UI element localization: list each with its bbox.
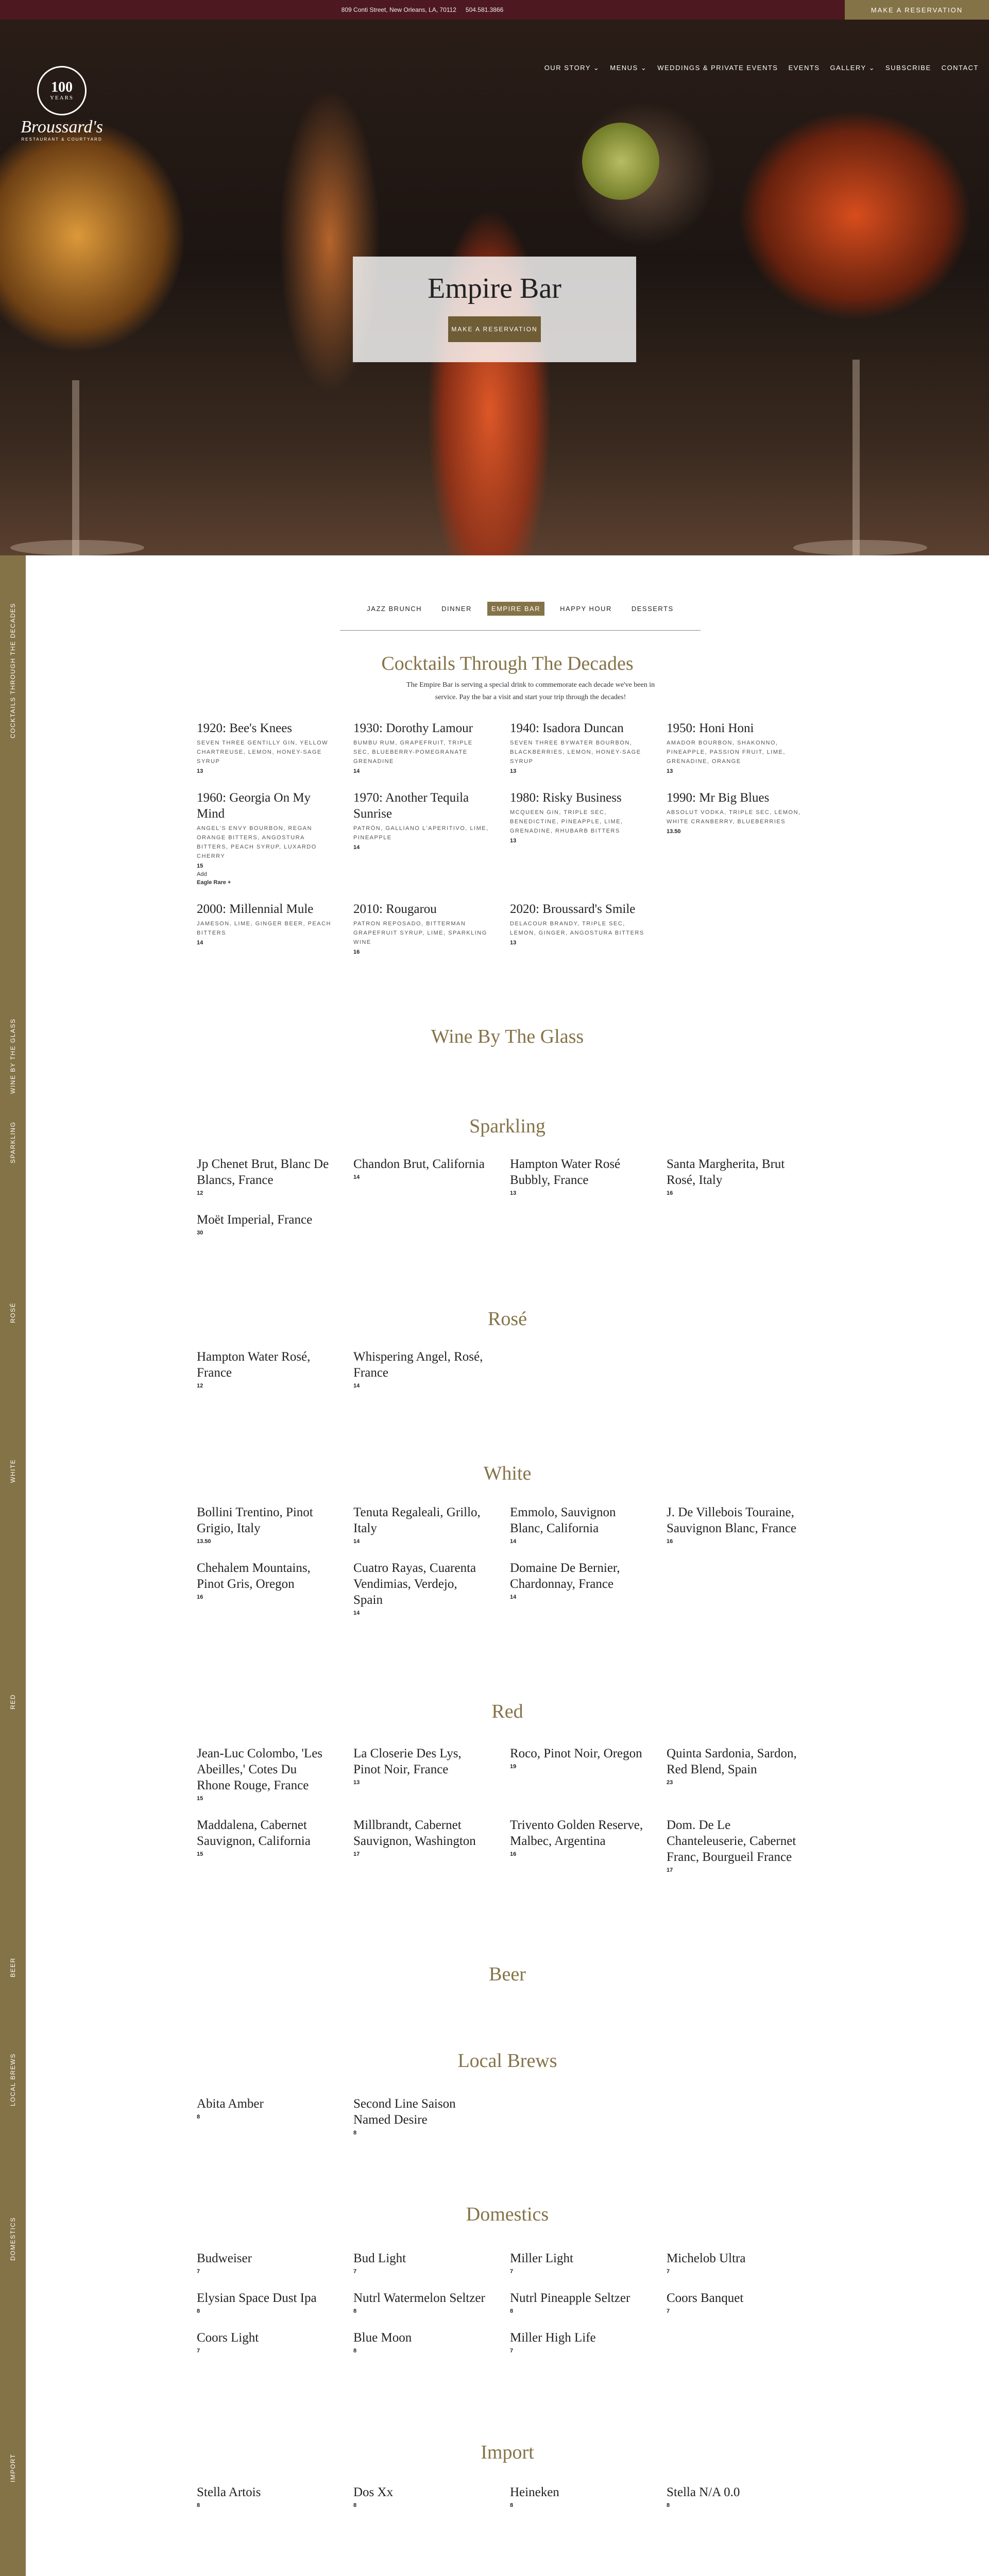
menu-item: Millbrandt, Cabernet Sauvignon, Washington 17 (353, 1818, 476, 1857)
menu-item: Chandon Brut, California 14 (353, 1157, 485, 1180)
tab-empire-bar[interactable]: EMPIRE BAR (487, 602, 544, 616)
menu-item: 1980: Risky Business MCQUEEN GIN, TRIPLE SEC, BENEDICTINE, PINEAPPLE, LIME, GRENADINE, RHUBARB BITTERS 13 (510, 791, 623, 844)
menu-item: Domaine De Bernier, Chardonnay, France 14 (510, 1561, 620, 1600)
sparkling-list (197, 1156, 823, 1251)
menu-item: 1970: Another Tequila Sunrise PATRÓN, GALLIANO L'APERITIVO, LIME, PINEAPPLE 14 (353, 791, 489, 851)
menu-item: Tenuta Regaleali, Grillo, Italy 14 (353, 1505, 481, 1545)
menu-item: Santa Margherita, Brut Rosé, Italy 16 (667, 1157, 785, 1196)
rose-list (197, 1349, 823, 1404)
menu-item: Maddalena, Cabernet Sauvignon, California 15 (197, 1818, 311, 1857)
menu-item: Blue Moon 8 (353, 2331, 412, 2354)
nav-contact[interactable]: CONTACT (941, 64, 979, 72)
menu-item: Moët Imperial, France 30 (197, 1213, 313, 1236)
menu-item: La Closerie Des Lys, Pinot Noir, France 13 (353, 1747, 462, 1786)
menu-item: J. De Villebois Touraine, Sauvignon Blanc, France 16 (667, 1505, 797, 1545)
top-bar (0, 0, 989, 20)
glass-base-image (793, 540, 927, 555)
wine-title: Wine By The Glass (431, 1026, 584, 1047)
menu-item: Dos Xx 8 (353, 2485, 394, 2509)
glass-base-image (10, 540, 144, 555)
import-list (197, 2484, 823, 2524)
menu-item: 1950: Honi Honi AMADOR BOURBON, SHAKONNO, PINEAPPLE, PASSION FRUIT, LIME, GRENADINE, ORANGE 13 (667, 721, 786, 774)
menu-item: 1960: Georgia On My Mind ANGEL'S ENVY BOURBON, REGAN ORANGE BITTERS, ANGOSTURA BITTERS, PEACH SYRUP, LUXARDO CHERRY 15 Add Eagle Rare + (197, 791, 317, 886)
sparkling-title: Sparkling (469, 1115, 545, 1137)
logo-years: YEARS (49, 95, 74, 101)
tab-jazz-brunch[interactable]: JAZZ BRUNCH (367, 605, 422, 613)
menu-item: Bollini Trentino, Pinot Grigio, Italy 13.50 (197, 1505, 313, 1545)
section-rail: COCKTAILS THROUGH THE DECADES WINE BY THE GLASS SPARKLING ROSÉ WHITE RED BEER LOCAL BREWS DOMESTICS IMPORT (0, 555, 26, 2576)
rose-title: Rosé (488, 1308, 527, 1330)
logo-name: Broussard's (21, 117, 103, 137)
menu-item: Coors Light 7 (197, 2331, 259, 2354)
menu-tabs (340, 602, 701, 631)
menu-item: 1940: Isadora Duncan SEVEN THREE BYWATER BOURBON, BLACKBERRIES, LEMON, HONEY-SAGE SYRUP 13 (510, 721, 641, 774)
menu-item: Hampton Water Rosé Bubbly, France 13 (510, 1157, 621, 1196)
nav-events[interactable]: EVENTS (788, 64, 820, 72)
menu-item: Quinta Sardonia, Sardon, Red Blend, Spain 23 (667, 1747, 797, 1786)
menu-item: Jean-Luc Colombo, 'Les Abeilles,' Cotes Du Rhone Rouge, France 15 (197, 1747, 323, 1802)
glass-stem-image (72, 380, 79, 555)
glass-stem-image (852, 360, 860, 555)
menu-item: 2000: Millennial Mule JAMESON, LIME, GINGER BEER, PEACH BITTERS 14 (197, 902, 331, 946)
site-logo[interactable] (15, 66, 108, 159)
menu-item: Nutrl Pineapple Seltzer 8 (510, 2291, 630, 2314)
menu-item: 1990: Mr Big Blues ABSOLUT VODKA, TRIPLE SEC, LEMON, WHITE CRANBERRY, BLUEBERRIES 13.50 (667, 791, 801, 835)
white-list (197, 1504, 823, 1632)
domestics-list (197, 2250, 823, 2369)
cocktails-title: Cocktails Through The Decades (381, 653, 634, 674)
menu-item: 1930: Dorothy Lamour BUMBU RUM, GRAPEFRUIT, TRIPLE SEC, BLUEBERRY-POMEGRANATE GRENADINE 14 (353, 721, 473, 774)
red-list (197, 1745, 823, 1889)
beer-title: Beer (489, 1963, 526, 1985)
menu-item: Emmolo, Sauvignon Blanc, California 14 (510, 1505, 616, 1545)
hero-reservation-button[interactable]: MAKE A RESERVATION (448, 316, 541, 342)
menu-item: Cuatro Rayas, Cuarenta Vendimias, Verdejo, Spain 14 (353, 1561, 476, 1616)
menu-item: Second Line Saison Named Desire 8 (353, 2097, 456, 2136)
local-list (197, 2096, 823, 2151)
menu-item: 2020: Broussard's Smile DELACOUR BRANDY, TRIPLE SEC, LEMON, GINGER, ANGOSTURA BITTERS 13 (510, 902, 644, 946)
hero-card (353, 257, 636, 362)
menu-item: Whispering Angel, Rosé, France 14 (353, 1350, 483, 1389)
cucumber-garnish-image (582, 123, 659, 200)
menu-item: Budweiser 7 (197, 2251, 252, 2275)
tab-dinner[interactable]: DINNER (441, 605, 472, 613)
menu-item: Abita Amber 8 (197, 2097, 264, 2120)
menu-item: Heineken 8 (510, 2485, 559, 2509)
logo-number: 100 (51, 79, 73, 95)
reservation-button[interactable]: MAKE A RESERVATION (845, 0, 989, 20)
nav-menus[interactable]: MENUS ⌄ (610, 64, 647, 72)
menu-item: Trivento Golden Reserve, Malbec, Argentina 16 (510, 1818, 643, 1857)
crest-icon (37, 66, 87, 115)
local-title: Local Brews (457, 2050, 557, 2072)
cocktails-intro: The Empire Bar is serving a special drink to commemorate each decade we've been in service. Pay the bar a visit and start your trip through the decades! (406, 681, 655, 701)
tab-desserts[interactable]: DESSERTS (631, 605, 674, 613)
contact-info (0, 0, 845, 20)
menu-item: Chehalem Mountains, Pinot Gris, Oregon 16 (197, 1561, 311, 1600)
nav-weddings[interactable]: WEDDINGS & PRIVATE EVENTS (657, 64, 778, 72)
menu-item: Hampton Water Rosé, France 12 (197, 1350, 311, 1389)
menu-content (26, 555, 989, 2576)
menu-item: Nutrl Watermelon Seltzer 8 (353, 2291, 485, 2314)
menu-item: Coors Banquet 7 (667, 2291, 744, 2314)
red-title: Red (491, 1701, 523, 1722)
menu-item: Stella N/A 0.0 8 (667, 2485, 740, 2509)
hero-banner (0, 20, 989, 555)
domestics-title: Domestics (466, 2204, 549, 2225)
tab-happy-hour[interactable]: HAPPY HOUR (560, 605, 612, 613)
cocktails-list (197, 720, 823, 971)
nav-gallery[interactable]: GALLERY ⌄ (830, 64, 875, 72)
nav-our-story[interactable]: OUR STORY ⌄ (544, 64, 600, 72)
menu-item: Miller High Life 7 (510, 2331, 596, 2354)
menu-item: Roco, Pinot Noir, Oregon 19 (510, 1747, 642, 1770)
menu-item: Michelob Ultra 7 (667, 2251, 746, 2275)
white-title: White (483, 1463, 532, 1484)
phone-link[interactable]: 504.581.3866 (465, 6, 504, 13)
menu-item: Jp Chenet Brut, Blanc De Blancs, France 12 (197, 1157, 329, 1196)
menu-item: Stella Artois 8 (197, 2485, 261, 2509)
menu-item: 2010: Rougarou PATRON REPOSADO, BITTERMAN GRAPEFRUIT SYRUP, LIME, SPARKLING WINE 16 (353, 902, 487, 955)
main-nav (544, 64, 979, 72)
logo-tagline: RESTAURANT & COURTYARD (21, 137, 103, 142)
address-link[interactable]: 809 Conti Street, New Orleans, LA, 70112 (341, 6, 456, 13)
menu-item: Bud Light 7 (353, 2251, 406, 2275)
import-title: Import (481, 2442, 534, 2463)
menu-item: 1920: Bee's Knees SEVEN THREE GENTILLY GIN, YELLOW CHARTREUSE, LEMON, HONEY-SAGE SYRUP 13 (197, 721, 329, 774)
menu-item: Dom. De Le Chanteleuserie, Cabernet Franc, Bourgueil France 17 (667, 1818, 796, 1873)
menu-item: Elysian Space Dust Ipa 8 (197, 2291, 317, 2314)
menu-item: Miller Light 7 (510, 2251, 573, 2275)
nav-subscribe[interactable]: SUBSCRIBE (885, 64, 931, 72)
page-title: Empire Bar (428, 273, 561, 304)
